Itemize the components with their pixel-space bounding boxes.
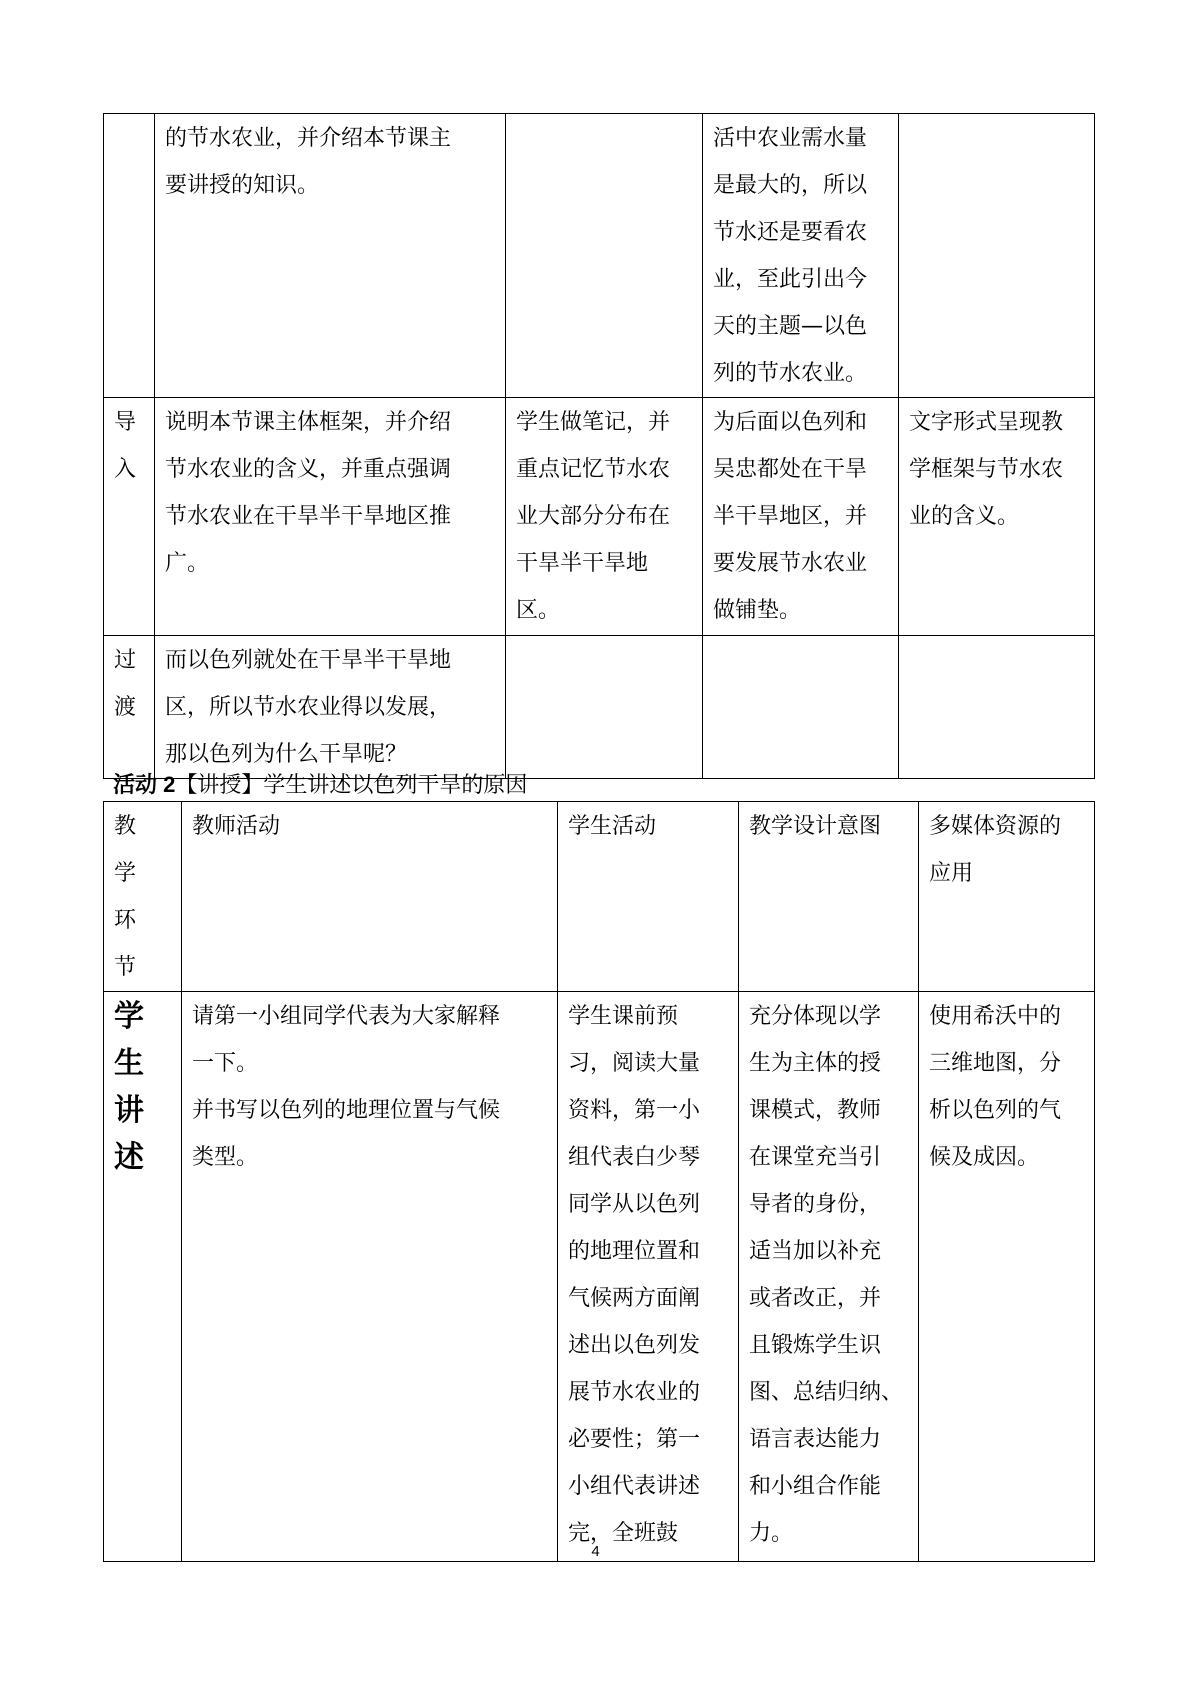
design-intent-cell: [739, 992, 919, 1562]
activity-title: 【讲授】学生讲述以色列干旱的原因: [175, 773, 528, 798]
cell-line: 同学从以色列: [568, 1192, 701, 1217]
activity-heading: [113, 770, 527, 801]
header-media-cell: [919, 802, 1095, 992]
teacher-activity-cell: [182, 992, 558, 1562]
cell-line: 析以色列的气: [929, 1098, 1062, 1123]
design-intent-cell: [703, 636, 899, 779]
student-activity-cell: [506, 636, 703, 779]
student-activity-cell: [506, 114, 703, 398]
cell-line: 学生课前预: [568, 1004, 679, 1029]
cell-line: 且锻炼学生识: [749, 1333, 882, 1358]
cell-line: 课模式，教师: [749, 1098, 882, 1123]
stage-cell: [104, 992, 182, 1562]
lesson-table-1: [103, 113, 1095, 779]
cell-line: 节水农业的含义，并重点强调: [165, 457, 452, 482]
cell-line: 导者的身份，: [749, 1192, 882, 1217]
cell-line: 文字形式呈现教: [909, 410, 1064, 435]
cell-line: 业大部分分布在: [516, 504, 671, 529]
cell-line: 请第一小组同学代表为大家解释: [192, 1004, 501, 1029]
cell-line: 活中农业需水量: [713, 126, 868, 151]
cell-line: 区，所以节水农业得以发展，: [165, 695, 452, 720]
student-activity-cell: [506, 398, 703, 636]
cell-line: 区。: [516, 598, 561, 623]
student-activity-cell: [558, 992, 739, 1562]
cell-line: 渡: [114, 695, 137, 720]
teacher-activity-cell: [155, 636, 506, 779]
cell-line: 多媒体资源的: [929, 814, 1062, 839]
cell-line: 适当加以补充: [749, 1239, 882, 1264]
stage-cell: [104, 114, 155, 398]
cell-line: 环: [114, 908, 137, 933]
cell-line: 做铺垫。: [713, 598, 802, 623]
cell-line: 学: [114, 861, 137, 886]
cell-line: 充分体现以学: [749, 1004, 882, 1029]
cell-line: 业，至此引出今: [713, 267, 868, 292]
cell-line: 并书写以色列的地理位置与气候: [192, 1098, 501, 1123]
cell-line: 讲: [114, 1093, 144, 1128]
cell-line: 使用希沃中的: [929, 1004, 1062, 1029]
cell-line: 为后面以色列和: [713, 410, 868, 435]
cell-line: 节: [114, 955, 137, 980]
cell-line: 小组代表讲述: [568, 1474, 701, 1499]
cell-line: 气候两方面阐: [568, 1286, 701, 1311]
cell-line: 要发展节水农业: [713, 551, 868, 576]
cell-line: 生: [114, 1046, 144, 1081]
activity-label: 活动 2: [113, 772, 176, 797]
table-row: [104, 992, 1095, 1562]
cell-line: 重点记忆节水农: [516, 457, 671, 482]
cell-line: 过: [114, 648, 137, 673]
cell-line: 业的含义。: [909, 504, 1020, 529]
cell-line: 的地理位置和: [568, 1239, 701, 1264]
cell-line: 展节水农业的: [568, 1380, 701, 1405]
cell-line: 类型。: [192, 1145, 259, 1170]
cell-line: 力。: [749, 1521, 794, 1546]
cell-line: 习，阅读大量: [568, 1051, 701, 1076]
cell-line: 是最大的，所以: [713, 173, 868, 198]
design-intent-cell: [703, 398, 899, 636]
page-number: 4: [591, 1543, 600, 1560]
cell-line: 列的节水农业。: [713, 361, 868, 386]
cell-line: 天的主题—以色: [713, 314, 868, 339]
header-student-cell: [558, 802, 739, 992]
cell-line: 学框架与节水农: [909, 457, 1064, 482]
table-row: [104, 398, 1095, 636]
cell-line: 述出以色列发: [568, 1333, 701, 1358]
cell-line: 学: [114, 999, 144, 1034]
cell-line: 生为主体的授: [749, 1051, 882, 1076]
cell-line: 学生活动: [568, 814, 657, 839]
header-intent-cell: [739, 802, 919, 992]
lesson-table-2: [103, 801, 1095, 1562]
cell-line: 教: [114, 814, 137, 839]
stage-cell: [104, 398, 155, 636]
cell-line: 一下。: [192, 1051, 259, 1076]
cell-line: 干旱半干旱地: [516, 551, 649, 576]
table-row: [104, 114, 1095, 398]
cell-line: 教师活动: [192, 814, 281, 839]
cell-line: 在课堂充当引: [749, 1145, 882, 1170]
cell-line: 要讲授的知识。: [165, 173, 320, 198]
cell-line: 广。: [165, 551, 210, 576]
table-row: [104, 636, 1095, 779]
header-stage-cell: [104, 802, 182, 992]
cell-line: 三维地图，分: [929, 1051, 1062, 1076]
media-cell: [899, 114, 1095, 398]
media-cell: [919, 992, 1095, 1562]
cell-line: 图、总结归纳、: [749, 1380, 904, 1405]
teacher-activity-cell: [155, 398, 506, 636]
design-intent-cell: [703, 114, 899, 398]
cell-line: 说明本节课主体框架，并介绍: [165, 410, 452, 435]
cell-line: 半干旱地区，并: [713, 504, 868, 529]
cell-line: 的节水农业，并介绍本节课主: [165, 126, 452, 151]
cell-line: 或者改正，并: [749, 1286, 882, 1311]
cell-line: 吴忠都处在干旱: [713, 457, 868, 482]
cell-line: 那以色列为什么干旱呢？: [165, 742, 408, 767]
cell-line: 导: [114, 410, 137, 435]
media-cell: [899, 398, 1095, 636]
cell-line: 候及成因。: [929, 1145, 1040, 1170]
cell-line: 述: [114, 1140, 144, 1175]
cell-line: 语言表达能力: [749, 1427, 882, 1452]
cell-line: 资料，第一小: [568, 1098, 701, 1123]
cell-line: 组代表白少琴: [568, 1145, 701, 1170]
cell-line: 而以色列就处在干旱半干旱地: [165, 648, 452, 673]
cell-line: 节水农业在干旱半干旱地区推: [165, 504, 452, 529]
cell-line: 节水还是要看农: [713, 220, 868, 245]
cell-line: 应用: [929, 861, 974, 886]
table-header-row: [104, 802, 1095, 992]
header-teacher-cell: [182, 802, 558, 992]
cell-line: 教学设计意图: [749, 814, 882, 839]
media-cell: [899, 636, 1095, 779]
teacher-activity-cell: [155, 114, 506, 398]
cell-line: 完，全班鼓: [568, 1521, 679, 1546]
cell-line: 入: [114, 457, 137, 482]
cell-line: 必要性；第一: [568, 1427, 701, 1452]
stage-cell: [104, 636, 155, 779]
cell-line: 和小组合作能: [749, 1474, 882, 1499]
cell-line: 学生做笔记，并: [516, 410, 671, 435]
